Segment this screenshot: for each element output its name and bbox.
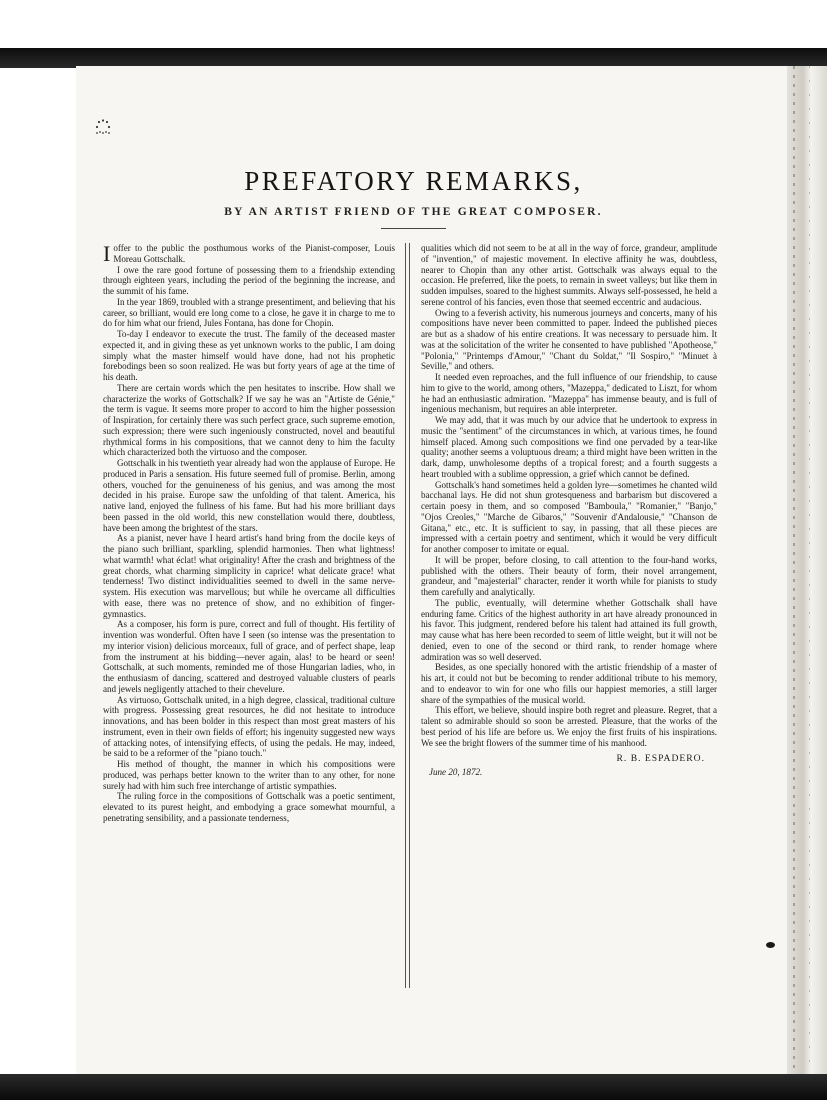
date-line: June 20, 1872.	[429, 767, 483, 777]
paragraph: As a pianist, never have I heard artist's hand bring from the docile keys of the piano such brilliant, sparkling, splendid harmonies. Then what lightness! what warmth! what éclat! what originality! After the crash and brightness of the great chords, what charming simplicity in caprice! what delicate grace! what tenderness! Two distinct individualities seemed to dwell in the same nerve-system. His execution was marvellous; but while he overcame all difficulties with ease, there was no pretence of show, and no exhibition of finger-gymnastics.	[103, 533, 395, 619]
page-title: PREFATORY REMARKS,	[244, 166, 583, 196]
text-column-right	[421, 243, 717, 778]
paragraph: The public, eventually, will determine whether Gottschalk shall have enduring fame. Critics of the highest authority in art have already pronounced in his favor. This judgment, rendered before his talent had attained its full growth, may cause what has here been recorded to seem of little weight, but it will not be denied, even to one of the second or third rank, to render homage where admiration was so well deserved.	[421, 597, 717, 662]
paragraph: qualities which did not seem to be at all in the way of force, grandeur, amplitude of "invention," of majestic movement. In elective affinity he was, doubtless, nearer to Chopin than any other artist. Gottschalk was always equal to the occasion. He preferred, like the poets, to remain in sweet valleys; but like them in sudden impulses, soared to the highest summits. Always self-possessed, he held a serene control of his fancies, even those that seemed eccentric and audacious.	[421, 243, 717, 307]
paragraph: It needed even reproaches, and the full influence of our friendship, to cause him to give to the world, among others, "Mazeppa," dedicated to Liszt, for whom he had an enthusiastic admiration. "Mazeppa" has immense beauty, and is full of ingenious mechanism, but requires an able interpreter.	[421, 372, 717, 415]
page-subtitle: BY AN ARTIST FRIEND OF THE GREAT COMPOSER.	[224, 206, 603, 218]
ornament-mark	[91, 118, 119, 138]
paragraph: As a composer, his form is pure, correct and full of thought. His fertility of invention was wonderful. Often have I seen (so intense was the presentation to my interior vision) delicious morceaux, full of grace, and of perfect shape, leap from the instrument at his bidding—never again, alas! to be heard or seen! Gottschalk, at such moments, reminded me of those Hungarian ladies, who, in the enthusiasm of dancing, scattered and destroyed valuable clusters of pearls and jewels negligently attached to their chevelure.	[103, 619, 395, 694]
scan-border-bottom	[0, 1074, 827, 1100]
column-divider	[405, 243, 410, 988]
paragraph: Gottschalk in his twentieth year already had won the applause of Europe. He produced in Paris a sensation. His future seemed full of promise. Berlin, among others, vouched for the genuineness of his genius, and was among the most decided in his praise. Europe saw the unfolding of that talent. America, his native land, enjoyed the fullness of his fame. But had his more brilliant days been passed in the old world, this new constellation would there, doubtless, have been among the brightest of the stars.	[103, 458, 395, 533]
title-rule	[381, 228, 446, 229]
paragraph: Owing to a feverish activity, his numerous journeys and concerts, many of his compositions have never been committed to paper. Indeed the published pieces are but as a shadow of his entire creations. It was necessary to persuade him. It was at the solicitation of the writer he consented to have published "Apotheose," "Polonia," "Printemps d'Amour," "Chant du Soldat," "Il Sospiro," "Minuet à Seville," and others.	[421, 307, 717, 372]
scan-border-top	[0, 48, 827, 68]
paragraph: There are certain words which the pen hesitates to inscribe. How shall we characterize the works of Gottschalk? If we say he was an "Artiste de Génie," the term is vague. It seems more proper to accord to him the higher possession of Inspiration, for certainly there was such perfect grace, such supreme emotion, such expression; there were such ingeniously constructed, novel and beautiful rhythmical forms in his compositions, that we cannot deny to him the faculty which characterized both the virtuoso and the composer.	[103, 382, 395, 458]
paragraph: As virtuoso, Gottschalk united, in a high degree, classical, traditional culture with progress. Possessing great resources, he did not hesitate to introduce innovations, and has been bolder in this respect than most great masters of his instrument, even in their own fields of effort; his ingenuity suggested new ways of attacking notes, of intensifying effects, of using the pedals. He may, indeed, be said to be a reformer of the "piano touch."	[103, 694, 395, 759]
signature: R. B. ESPADERO.	[616, 753, 705, 765]
text-column-left	[103, 243, 395, 824]
paragraph: Besides, as one specially honored with the artistic friendship of a master of his art, it could not but be becoming to render additional tribute to his memory, and to endeavor to win for one who fills our happiest memories, a still larger share of the sympathies of the musical world.	[421, 662, 717, 705]
drop-cap: I	[103, 241, 111, 266]
paragraph: To-day I endeavor to execute the trust. The family of the deceased master expected it, and in giving these as yet unknown works to the public, I am doing simply what the master himself would have done, had not his prophetic forebodings been so soon realized. He was but forty years of age at the time of his death.	[103, 329, 395, 382]
paragraph: I owe the rare good fortune of possessing them to a friendship extending through eighteen years, including the period of the beginning the increase, and the summit of his fame.	[103, 264, 395, 296]
paragraph: The ruling force in the compositions of Gottschalk was a poetic sentiment, elevated to its purest height, and embodying a grace somewhat mournful, a penetrating sensibility, and a passionate tenderness,	[103, 791, 395, 823]
paragraph: In the year 1869, troubled with a strange presentiment, and believing that his career, so brilliant, would ere long come to a close, he gave it in charge to me to do for him what our friend, Jules Fontana, has done for Chopin.	[103, 296, 395, 329]
page-edge-right	[787, 66, 827, 1074]
paragraph: Ioffer to the public the posthumous works of the Pianist-composer, Louis Moreau Gottschalk.	[103, 241, 395, 266]
paragraph: It will be proper, before closing, to call attention to the four-hand works, published with the others. Their beauty of form, their novel arrangement, grandeur, and "majesterial" character, render it worth while for pianists to study them carefully and analytically.	[421, 554, 717, 597]
paragraph: His method of thought, the manner in which his compositions were produced, was perhaps better known to the writer than to any other, for none surely had with him such free interchange of artistic sympathies.	[103, 759, 395, 791]
paragraph: We may add, that it was much by our advice that he undertook to express in music the "sentiment" of the circumstances in which, at various times, he found himself placed. Among such compositions we find one pervaded by a tear-like quality; another seems a voluptuous dream; a third might have been written in the dark, damp, unwholesome depths of a tropical forest; and a fourth suggests a heart troubled with a sublime oppression, a grief which cannot be defined.	[421, 415, 717, 479]
scan-background-top	[0, 0, 827, 52]
paragraph: This effort, we believe, should inspire both regret and pleasure. Regret, that a talent so admirable should so soon be arrested. Pleasure, that the works of the best period of his life are before us. We enjoy the first fruits of his inspirations. We see the bright flowers of the summer time of his manhood.	[421, 705, 717, 748]
ink-blot	[766, 942, 775, 948]
paragraph: Gottschalk's hand sometimes held a golden lyre—sometimes he chanted wild bacchanal lays. He did not shun grotesqueness and barbarism but discovered a certain poesy in them, and so composed "Bamboula," "Romanier," "Banjo," "Ojos Creoles," "Marche de Gibaros," "Souvenir d'Andalousie," "Chanson de Gitana," etc., etc. It is sufficient to say, in passing, that all these pieces are impressed with a certain poetry and sentiment, which it would be very difficult for another composer to imitate or equal.	[421, 479, 717, 554]
